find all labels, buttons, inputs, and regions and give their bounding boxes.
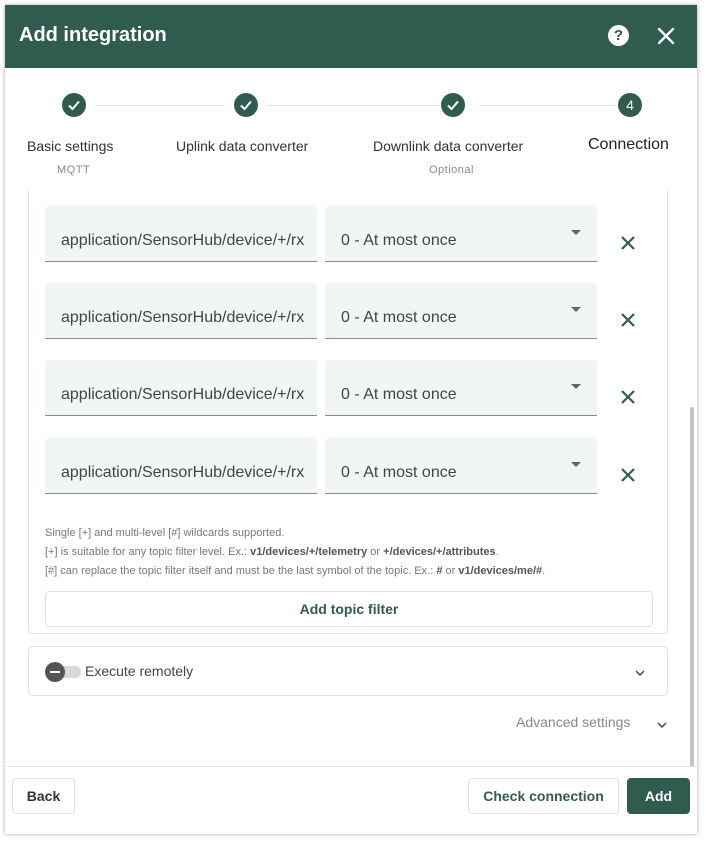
dropdown-arrow-icon [571,230,581,235]
scrollbar[interactable] [690,407,694,767]
stepper [5,68,697,190]
execute-remotely-label: Execute remotely [85,663,194,679]
step-connector [267,105,439,106]
topic-filter-row [45,206,645,262]
remove-topic-icon[interactable] [619,234,637,252]
add-topic-filter-button[interactable]: Add topic filter [45,591,653,627]
step-4-number[interactable]: 4 [618,93,642,117]
help-icon[interactable]: ? [608,25,629,46]
connection-form [5,190,697,765]
advanced-settings-chevron-icon[interactable] [656,719,668,731]
step-1-check-icon[interactable] [62,93,86,117]
topic-input[interactable]: application/SensorHub/device/+/rx [45,283,317,339]
qos-select[interactable] [325,360,597,416]
step-4-label[interactable]: Connection [588,136,669,153]
step-3-label[interactable]: Downlink data converter [373,138,524,154]
qos-value: 0 - At most once [341,309,457,326]
step-1-sublabel: MQTT [57,164,91,176]
execute-remotely-toggle[interactable] [45,662,65,682]
qos-select[interactable] [325,438,597,494]
step-3-sublabel: Optional [429,164,474,176]
hint-text: [+] is suitable for any topic filter level. Ex.: [45,546,251,558]
topic-filter-row [45,360,645,416]
step-3-check-icon[interactable] [441,93,465,117]
wildcard-hint-line-2 [45,546,499,558]
step-connector [95,105,225,106]
dropdown-arrow-icon [571,307,581,312]
step-2-label[interactable]: Uplink data converter [176,138,309,154]
execute-remotely-panel[interactable] [28,646,668,696]
dropdown-arrow-icon [571,384,581,389]
advanced-settings-toggle[interactable] [516,714,630,730]
wildcard-hint-line-1: Single [+] and multi-level [#] wildcards supported. [45,527,285,539]
qos-value: 0 - At most once [341,232,457,249]
chevron-down-icon[interactable] [634,667,646,679]
dialog-footer [5,766,697,834]
step-1-label[interactable]: Basic settings [27,138,114,154]
qos-value: 0 - At most once [341,386,457,403]
remove-topic-icon[interactable] [619,466,637,484]
qos-select[interactable] [325,206,597,262]
hint-example: v1/devices/me/# [458,565,543,577]
add-integration-dialog [5,5,697,834]
hint-text: or [442,565,459,577]
back-button[interactable]: Back [12,778,75,814]
qos-value: 0 - At most once [341,464,457,481]
check-connection-button[interactable]: Check connection [468,778,619,814]
close-icon[interactable] [655,25,677,47]
dropdown-arrow-icon [571,462,581,467]
topic-filter-row [45,283,645,339]
dialog-title: Add integration [19,24,167,46]
step-connector [479,105,617,106]
add-button[interactable]: Add [627,778,690,814]
remove-topic-icon[interactable] [619,311,637,329]
hint-example: v1/devices/+/telemetry [250,546,368,558]
advanced-settings-label: Advanced settings [516,714,631,730]
hint-example: +/devices/+/attributes [383,546,496,558]
hint-example: # [436,565,443,577]
topic-input[interactable]: application/SensorHub/device/+/rx [45,438,317,494]
hint-text: . [542,565,546,577]
step-2-check-icon[interactable] [234,93,258,117]
topic-input[interactable]: application/SensorHub/device/+/rx [45,360,317,416]
topic-filter-row [45,438,645,494]
dialog-header [5,5,697,68]
wildcard-hint-line-3 [45,565,545,577]
hint-text: or [367,546,384,558]
hint-text: . [495,546,499,558]
hint-text: [#] can replace the topic filter itself and must be the last symbol of the topic. Ex.: [45,565,437,577]
topic-input[interactable]: application/SensorHub/device/+/rx [45,206,317,262]
topic-filters-panel [28,190,668,634]
qos-select[interactable] [325,283,597,339]
remove-topic-icon[interactable] [619,388,637,406]
